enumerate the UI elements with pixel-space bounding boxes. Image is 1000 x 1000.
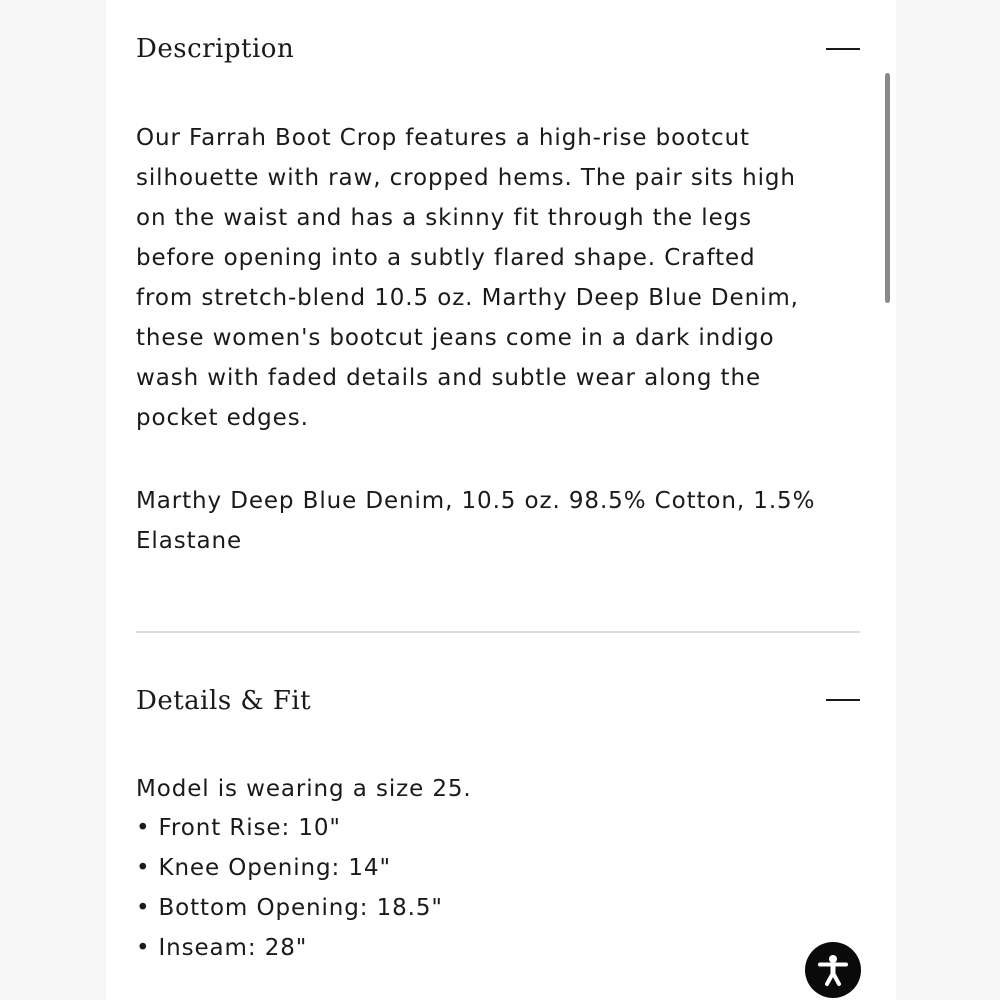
model-size-note: Model is wearing a size 25. — [136, 776, 472, 802]
description-collapse-toggle[interactable] — [826, 38, 860, 60]
measurements-list — [136, 808, 443, 968]
description-line: from stretch-blend 10.5 oz. Marthy Deep Blue Denim, — [136, 285, 799, 311]
details-fit-collapse-toggle[interactable] — [826, 689, 860, 711]
fabric-line: Marthy Deep Blue Denim, 10.5 oz. 98.5% Cotton, 1.5% — [136, 488, 816, 514]
fabric-line: Elastane — [136, 528, 243, 554]
description-line: Our Farrah Boot Crop features a high-rise bootcut — [136, 125, 750, 151]
description-line: pocket edges. — [136, 405, 309, 431]
measurement-item: • Knee Opening: 14" — [136, 848, 443, 888]
minus-icon — [826, 48, 860, 50]
description-heading: Description — [136, 34, 295, 64]
description-line: on the waist and has a skinny fit through the legs — [136, 205, 753, 231]
description-line: these women's bootcut jeans come in a dark indigo — [136, 325, 775, 351]
description-line: before opening into a subtly flared shape. Crafted — [136, 245, 756, 271]
accessibility-button[interactable] — [805, 942, 861, 998]
description-line: silhouette with raw, cropped hems. The pair sits high — [136, 165, 796, 191]
fabric-composition — [136, 481, 864, 561]
measurement-item: • Inseam: 28" — [136, 928, 443, 968]
measurement-item: • Bottom Opening: 18.5" — [136, 888, 443, 928]
scrollbar-thumb[interactable] — [885, 73, 890, 303]
description-paragraph — [136, 118, 864, 438]
accessibility-icon — [805, 942, 861, 998]
section-divider — [136, 631, 860, 633]
measurement-item: • Front Rise: 10" — [136, 808, 443, 848]
minus-icon — [826, 699, 860, 701]
product-info-panel — [106, 0, 896, 1000]
details-fit-heading: Details & Fit — [136, 686, 312, 716]
description-line: wash with faded details and subtle wear along the — [136, 365, 761, 391]
